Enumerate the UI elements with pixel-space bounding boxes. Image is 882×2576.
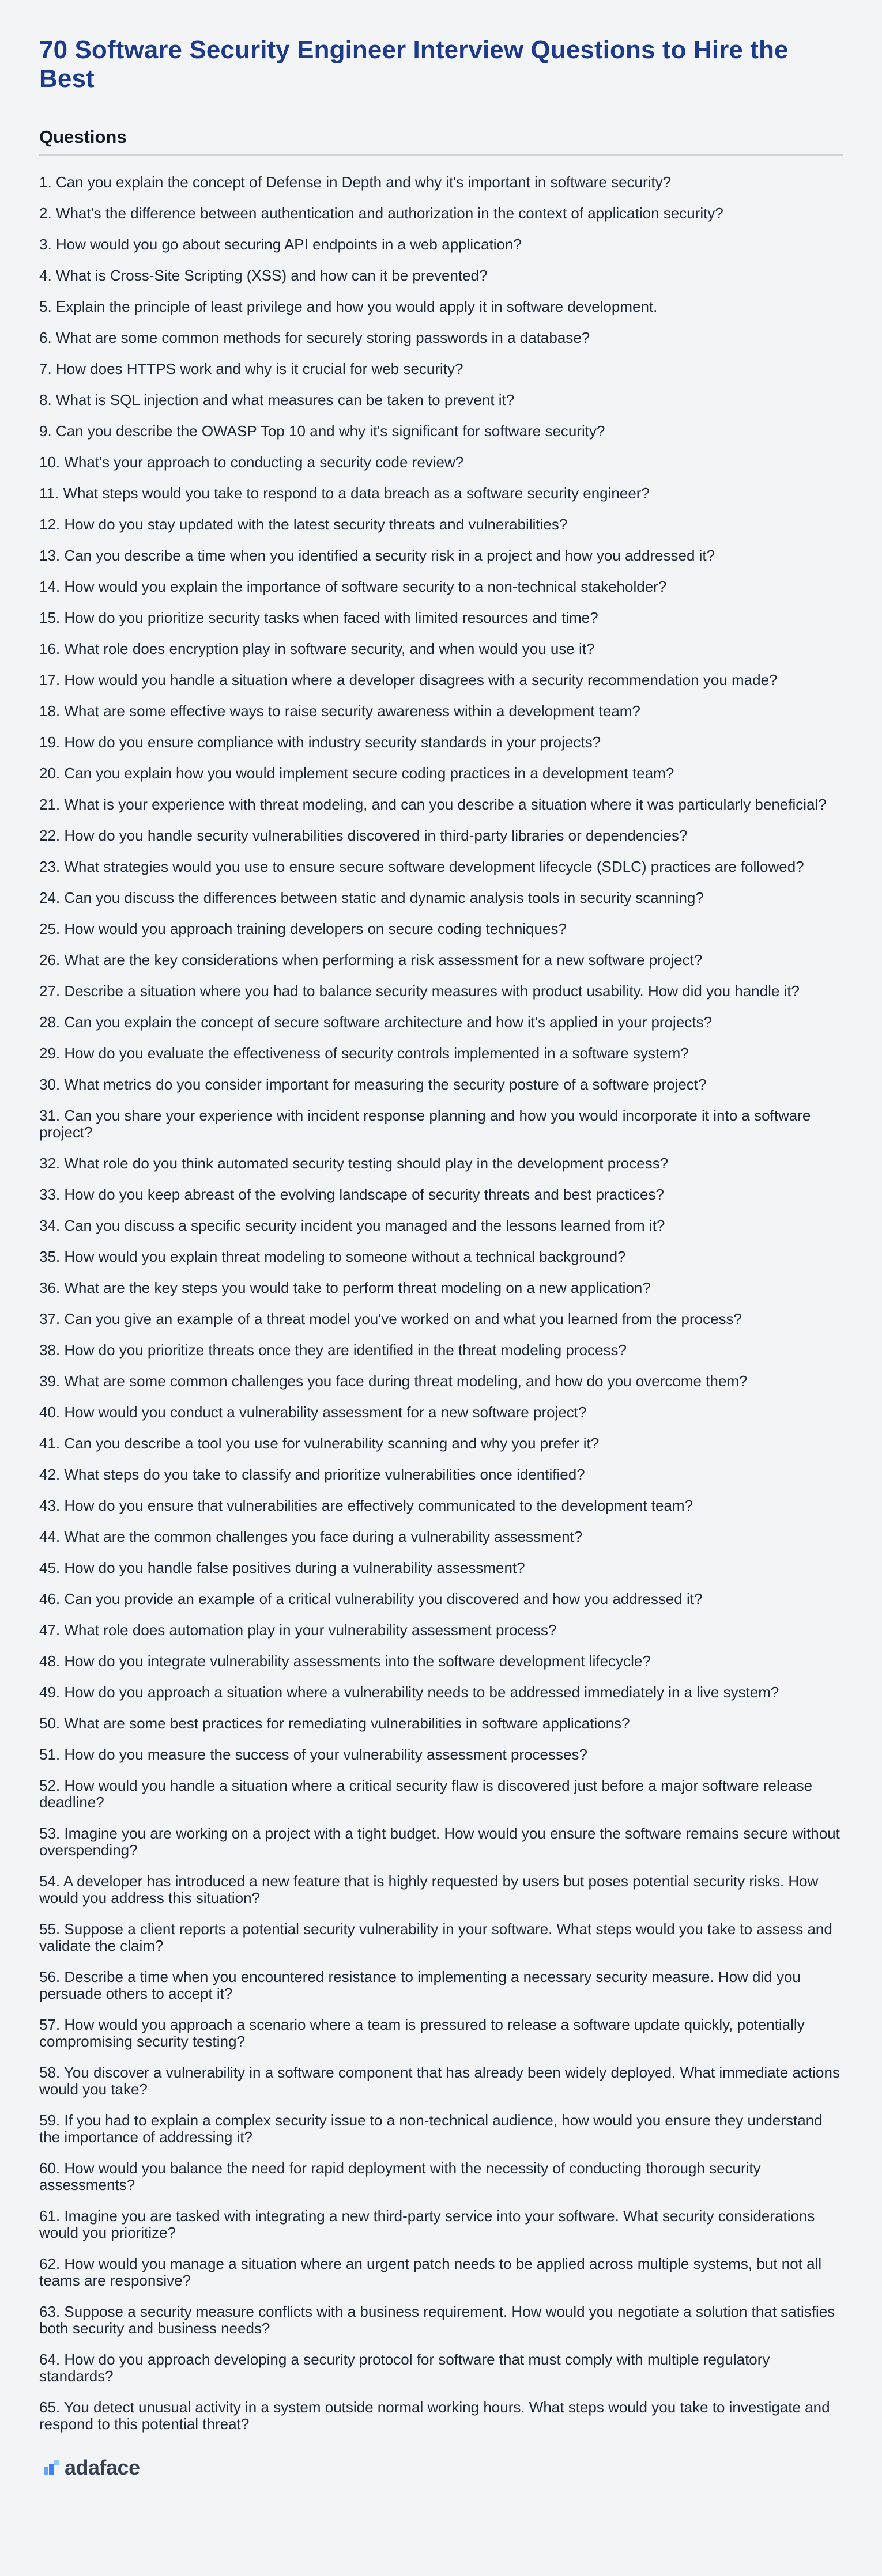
question-item: 28. Can you explain the concept of secure software architecture and how it's applied in your projects? <box>39 1013 712 1031</box>
question-item: 65. You detect unusual activity in a system outside normal working hours. What steps would you take to investigate and respond to this potential threat? <box>39 2399 830 2433</box>
question-item: 24. Can you discuss the differences between static and dynamic analysis tools in security scanning? <box>39 889 704 906</box>
question-item: 35. How would you explain threat modeling to someone without a technical background? <box>39 1248 626 1265</box>
question-item: 22. How do you handle security vulnerabilities discovered in third-party libraries or dependencies? <box>39 827 688 844</box>
question-item: 1. Can you explain the concept of Defense in Depth and why it's important in software security? <box>39 173 672 191</box>
question-item: 41. Can you describe a tool you use for vulnerability scanning and why you prefer it? <box>39 1435 600 1452</box>
question-item: 37. Can you give an example of a threat model you've worked on and what you learned from the process? <box>39 1310 742 1327</box>
question-item: 52. How would you handle a situation where a critical security flaw is discovered just before a major software release deadline? <box>39 1777 813 1811</box>
question-item: 59. If you had to explain a complex security issue to a non-technical audience, how would you ensure they understand the importance of addressing it? <box>39 2112 823 2146</box>
question-item: 34. Can you discuss a specific security incident you managed and the lessons learned from it? <box>39 1217 665 1234</box>
question-item: 46. Can you provide an example of a critical vulnerability you discovered and how you addressed it? <box>39 1590 703 1607</box>
question-item: 44. What are the common challenges you face during a vulnerability assessment? <box>39 1528 583 1545</box>
question-item: 2. What's the difference between authentication and authorization in the context of application security? <box>39 205 723 222</box>
question-item: 5. Explain the principle of least privilege and how you would apply it in software development. <box>39 298 658 315</box>
question-item: 53. Imagine you are working on a project with a tight budget. How would you ensure the software remains secure without overspending? <box>39 1825 840 1859</box>
question-item: 40. How would you conduct a vulnerability assessment for a new software project? <box>39 1404 587 1421</box>
question-item: 29. How do you evaluate the effectiveness of security controls implemented in a software system? <box>39 1045 689 1062</box>
question-item: 39. What are some common challenges you face during threat modeling, and how do you overcome them? <box>39 1372 748 1390</box>
question-item: 14. How would you explain the importance of software security to a non-technical stakeholder? <box>39 578 667 595</box>
question-item: 10. What's your approach to conducting a security code review? <box>39 453 464 471</box>
question-item: 12. How do you stay updated with the latest security threats and vulnerabilities? <box>39 516 568 533</box>
question-item: 62. How would you manage a situation where an urgent patch needs to be applied across multiple systems, but not all teams are responsive? <box>39 2255 822 2289</box>
question-item: 19. How do you ensure compliance with industry security standards in your projects? <box>39 733 601 751</box>
question-item: 48. How do you integrate vulnerability assessments into the software development lifecycle? <box>39 1652 651 1670</box>
page-title: 70 Software Security Engineer Interview Questions to Hire the Best <box>39 36 789 93</box>
question-item: 11. What steps would you take to respond to a data breach as a software security engineer? <box>39 485 650 502</box>
question-item: 13. Can you describe a time when you identified a security risk in a project and how you addressed it? <box>39 547 715 564</box>
question-item: 20. Can you explain how you would implement secure coding practices in a development team? <box>39 765 674 782</box>
question-item: 27. Describe a situation where you had to balance security measures with product usability. How did you handle it? <box>39 982 800 1000</box>
question-item: 61. Imagine you are tasked with integrating a new third-party service into your software. What security considerations would you prioritize? <box>39 2207 815 2241</box>
question-item: 45. How do you handle false positives during a vulnerability assessment? <box>39 1559 525 1576</box>
question-item: 64. How do you approach developing a security protocol for software that must comply with multiple regulatory standards? <box>39 2351 770 2385</box>
question-item: 36. What are the key steps you would take to perform threat modeling on a new application? <box>39 1279 651 1296</box>
question-item: 47. What role does automation play in your vulnerability assessment process? <box>39 1621 557 1639</box>
question-item: 55. Suppose a client reports a potential security vulnerability in your software. What steps would you take to assess and validate the claim? <box>39 1920 832 1954</box>
question-item: 32. What role do you think automated security testing should play in the development process? <box>39 1155 669 1172</box>
question-item: 4. What is Cross-Site Scripting (XSS) and how can it be prevented? <box>39 267 488 284</box>
question-item: 51. How do you measure the success of your vulnerability assessment processes? <box>39 1746 587 1763</box>
logo-text: adaface <box>65 2456 140 2479</box>
adaface-logo-icon <box>43 2459 60 2476</box>
question-item: 23. What strategies would you use to ensure secure software development lifecycle (SDLC) practices are followed? <box>39 858 804 875</box>
question-item: 60. How would you balance the need for rapid deployment with the necessity of conducting thorough security assessments? <box>39 2159 761 2193</box>
question-item: 25. How would you approach training developers on secure coding techniques? <box>39 920 567 937</box>
question-item: 58. You discover a vulnerability in a software component that has already been widely deployed. What immediate actions would you take? <box>39 2064 840 2098</box>
question-item: 54. A developer has introduced a new feature that is highly requested by users but poses potential security risks. How would you address this situation? <box>39 1873 819 1907</box>
question-item: 63. Suppose a security measure conflicts with a business requirement. How would you negotiate a solution that satisfies both security and business needs? <box>39 2303 835 2337</box>
question-item: 9. Can you describe the OWASP Top 10 and why it's significant for software security? <box>39 422 605 440</box>
question-item: 56. Describe a time when you encountered resistance to implementing a necessary security measure. How did you persuade others to accept it? <box>39 1968 801 2002</box>
question-item: 15. How do you prioritize security tasks when faced with limited resources and time? <box>39 609 598 626</box>
adaface-logo[interactable] <box>43 2456 843 2480</box>
question-item: 30. What metrics do you consider important for measuring the security posture of a software project? <box>39 1076 707 1093</box>
question-item: 33. How do you keep abreast of the evolving landscape of security threats and best practices? <box>39 1186 664 1203</box>
question-item: 16. What role does encryption play in software security, and when would you use it? <box>39 640 595 657</box>
question-item: 18. What are some effective ways to raise security awareness within a development team? <box>39 702 640 720</box>
question-item: 3. How would you go about securing API endpoints in a web application? <box>39 236 522 253</box>
question-item: 42. What steps do you take to classify and prioritize vulnerabilities once identified? <box>39 1466 585 1483</box>
question-item: 7. How does HTTPS work and why is it crucial for web security? <box>39 360 463 377</box>
question-item: 50. What are some best practices for remediating vulnerabilities in software applications? <box>39 1715 630 1732</box>
question-item: 17. How would you handle a situation where a developer disagrees with a security recommendation you made? <box>39 671 778 689</box>
question-list <box>39 174 843 2433</box>
question-item: 57. How would you approach a scenario where a team is pressured to release a software update quickly, potentially compromising security testing? <box>39 2016 805 2050</box>
section-title: Questions <box>39 127 843 156</box>
question-item: 43. How do you ensure that vulnerabilities are effectively communicated to the development team? <box>39 1497 693 1514</box>
question-item: 26. What are the key considerations when performing a risk assessment for a new software project? <box>39 951 703 969</box>
question-item: 8. What is SQL injection and what measures can be taken to prevent it? <box>39 391 515 408</box>
question-item: 38. How do you prioritize threats once they are identified in the threat modeling process? <box>39 1341 627 1359</box>
question-item: 31. Can you share your experience with incident response planning and how you would incorporate it into a software project? <box>39 1107 811 1141</box>
question-item: 49. How do you approach a situation where a vulnerability needs to be addressed immediately in a live system? <box>39 1684 779 1701</box>
question-item: 21. What is your experience with threat modeling, and can you describe a situation where it was particularly beneficial? <box>39 796 827 813</box>
question-item: 6. What are some common methods for securely storing passwords in a database? <box>39 329 590 346</box>
